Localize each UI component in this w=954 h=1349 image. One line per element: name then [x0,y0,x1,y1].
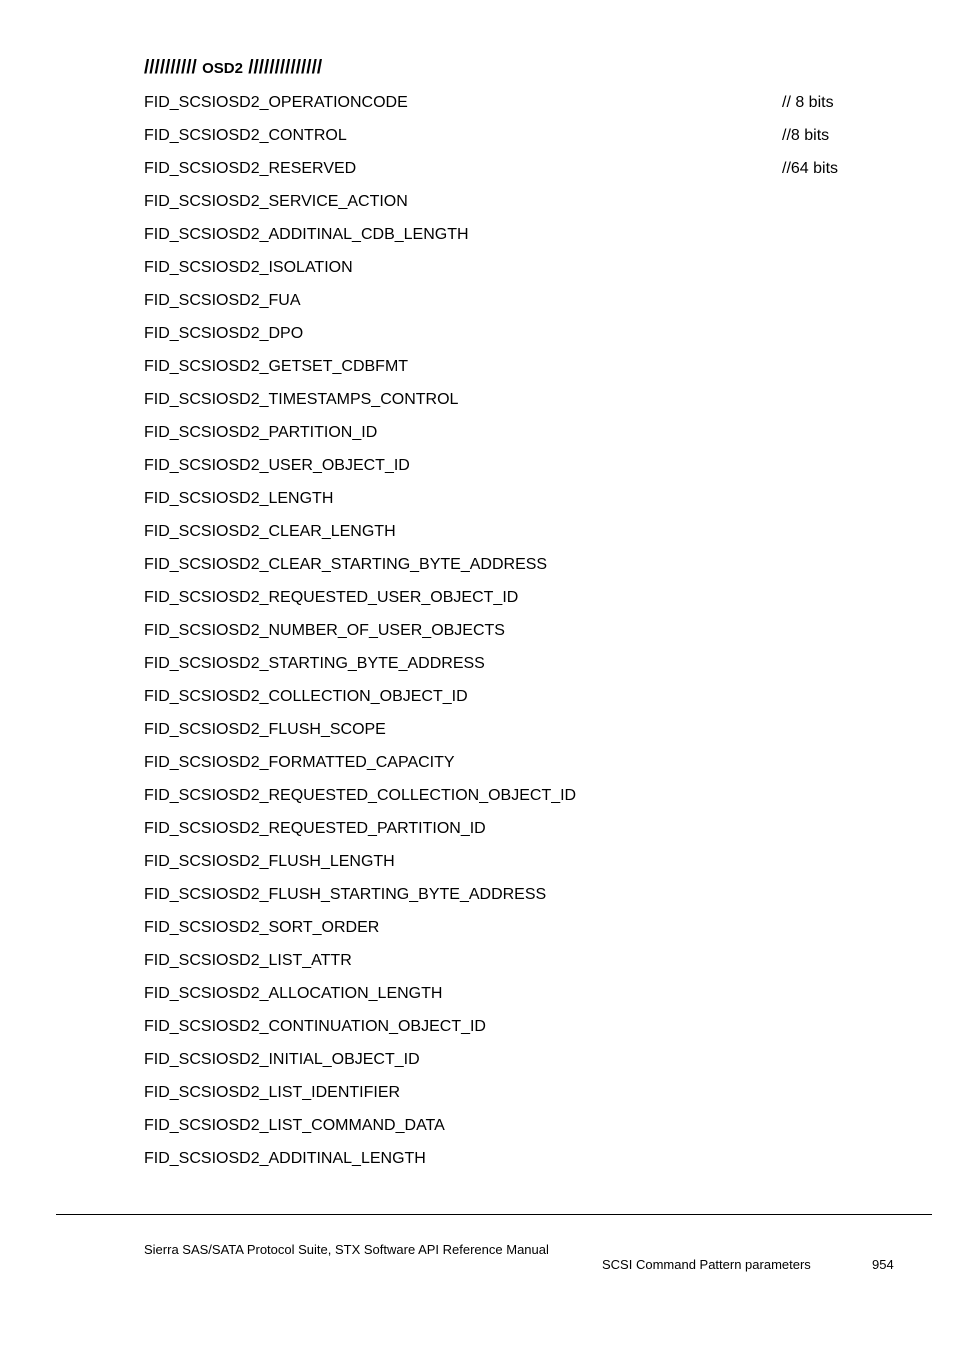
field-row [144,420,864,453]
field-name: FID_SCSIOSD2_DPO [144,325,304,342]
field-name: FID_SCSIOSD2_FLUSH_LENGTH [144,853,395,870]
field-name: FID_SCSIOSD2_SERVICE_ACTION [144,193,408,210]
field-name: FID_SCSIOSD2_RESERVED [144,160,357,177]
field-name: FID_SCSIOSD2_REQUESTED_PARTITION_ID [144,820,486,837]
field-comment: //8 bits [782,127,830,144]
field-row [144,321,864,354]
field-name: FID_SCSIOSD2_REQUESTED_COLLECTION_OBJECT_ID [144,787,577,804]
heading-suffix: ////////////// [248,57,323,78]
field-name: FID_SCSIOSD2_ADDITINAL_LENGTH [144,1150,426,1167]
field-row [144,717,864,750]
field-name: FID_SCSIOSD2_USER_OBJECT_ID [144,457,410,474]
field-row [144,288,864,321]
field-row [144,1080,864,1113]
field-row [144,123,864,156]
field-row [144,552,864,585]
field-row [144,585,864,618]
field-name: FID_SCSIOSD2_ISOLATION [144,259,353,276]
field-name: FID_SCSIOSD2_CLEAR_LENGTH [144,523,396,540]
field-row [144,354,864,387]
field-name: FID_SCSIOSD2_LENGTH [144,490,334,507]
field-name: FID_SCSIOSD2_GETSET_CDBFMT [144,358,409,375]
footer-manual-title: Sierra SAS/SATA Protocol Suite, STX Software API Reference Manual [144,1242,549,1257]
field-row [144,783,864,816]
field-row [144,387,864,420]
field-name: FID_SCSIOSD2_REQUESTED_USER_OBJECT_ID [144,589,519,606]
heading-name: OSD2 [202,60,243,77]
field-row [144,189,864,222]
footer-divider [56,1214,932,1215]
heading-prefix: ////////// [144,57,197,78]
field-name: FID_SCSIOSD2_PARTITION_ID [144,424,378,441]
field-row [144,519,864,552]
field-name: FID_SCSIOSD2_CLEAR_STARTING_BYTE_ADDRESS [144,556,548,573]
field-name: FID_SCSIOSD2_SORT_ORDER [144,919,380,936]
field-name: FID_SCSIOSD2_OPERATIONCODE [144,94,408,111]
field-name: FID_SCSIOSD2_CONTINUATION_OBJECT_ID [144,1018,486,1035]
field-name: FID_SCSIOSD2_INITIAL_OBJECT_ID [144,1051,420,1068]
field-name: FID_SCSIOSD2_FLUSH_SCOPE [144,721,386,738]
field-name: FID_SCSIOSD2_LIST_COMMAND_DATA [144,1117,445,1134]
footer-page-number: 954 [872,1257,894,1272]
field-name: FID_SCSIOSD2_NUMBER_OF_USER_OBJECTS [144,622,505,639]
field-row [144,222,864,255]
field-name: FID_SCSIOSD2_FUA [144,292,301,309]
footer-section-title: SCSI Command Pattern parameters [602,1257,811,1272]
field-name: FID_SCSIOSD2_STARTING_BYTE_ADDRESS [144,655,485,672]
field-row [144,90,864,123]
field-name: FID_SCSIOSD2_ADDITINAL_CDB_LENGTH [144,226,469,243]
field-row [144,651,864,684]
field-row [144,1047,864,1080]
field-row [144,1113,864,1146]
field-comment: //64 bits [782,160,839,177]
field-row [144,915,864,948]
field-row [144,816,864,849]
field-row [144,255,864,288]
field-row [144,156,864,189]
field-list [144,90,864,1179]
field-row [144,750,864,783]
field-row [144,981,864,1014]
field-row [144,948,864,981]
field-row [144,684,864,717]
field-row [144,849,864,882]
field-comment: // 8 bits [782,94,834,111]
field-name: FID_SCSIOSD2_COLLECTION_OBJECT_ID [144,688,468,705]
field-name: FID_SCSIOSD2_ALLOCATION_LENGTH [144,985,443,1002]
field-row [144,453,864,486]
field-name: FID_SCSIOSD2_FORMATTED_CAPACITY [144,754,455,771]
field-name: FID_SCSIOSD2_TIMESTAMPS_CONTROL [144,391,459,408]
field-name: FID_SCSIOSD2_LIST_ATTR [144,952,352,969]
field-name: FID_SCSIOSD2_LIST_IDENTIFIER [144,1084,401,1101]
field-row [144,882,864,915]
field-row [144,618,864,651]
field-name: FID_SCSIOSD2_FLUSH_STARTING_BYTE_ADDRESS [144,886,547,903]
field-row [144,486,864,519]
field-row [144,1146,864,1179]
field-name: FID_SCSIOSD2_CONTROL [144,127,347,144]
section-heading [144,57,322,79]
field-row [144,1014,864,1047]
